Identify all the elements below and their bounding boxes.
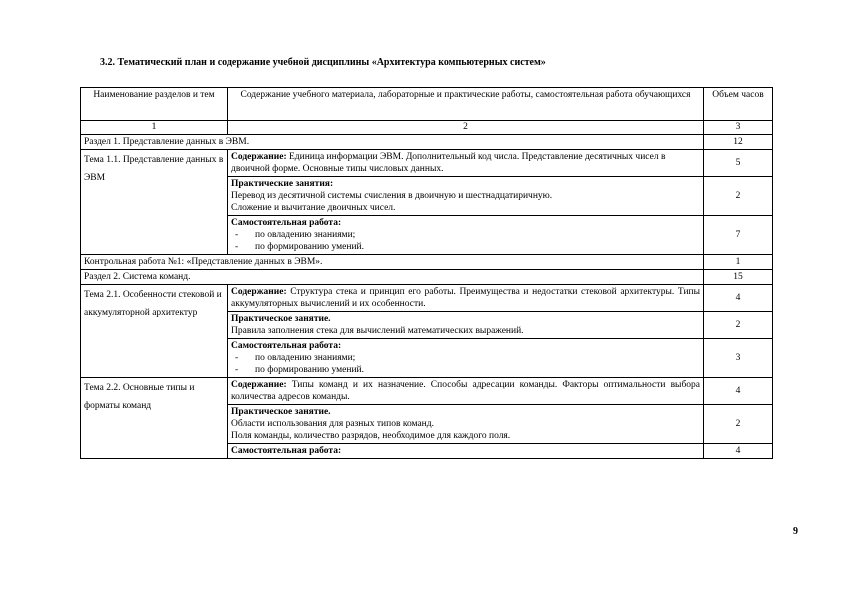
section-row — [81, 270, 773, 285]
column-number: 3 — [704, 121, 773, 135]
practice-label: Практическое занятие. — [231, 407, 331, 417]
self-work-cell — [228, 339, 704, 378]
self-work-hours: 7 — [704, 216, 773, 255]
topic-name: Тема 2.2. Основные типы и форматы команд — [81, 378, 228, 459]
content-hours: 5 — [704, 150, 773, 177]
self-work-label: Самостоятельная работа: — [231, 218, 342, 228]
list-item-text: по формированию умений. — [255, 242, 365, 252]
bullet-dash: - — [235, 242, 239, 252]
practice-label: Практическое занятие. — [231, 314, 331, 324]
thematic-plan-table — [80, 87, 773, 459]
bullet-dash: - — [235, 353, 239, 363]
topic-row — [81, 378, 773, 405]
topic-name: Тема 1.1. Представление данных в ЭВМ — [81, 150, 228, 255]
bullet-dash: - — [235, 365, 239, 375]
list-item — [231, 352, 700, 364]
column-number: 2 — [228, 121, 704, 135]
section-hours: 15 — [704, 270, 773, 285]
practice-cell — [228, 405, 704, 444]
header-topics: Наименование разделов и тем — [81, 88, 228, 121]
list-item — [231, 241, 700, 253]
section-row — [81, 135, 773, 150]
practice-line: Перевод из десятичной системы счисления в двоичную и шестнадцатиричную. — [231, 191, 553, 201]
content-label: Содержание: — [231, 152, 287, 162]
bullet-dash: - — [235, 230, 239, 240]
topic-row — [81, 285, 773, 312]
header-content: Содержание учебного материала, лабораторные и практические работы, самостоятельная работа обучающихся — [228, 88, 704, 121]
content-label: Содержание: — [231, 287, 287, 297]
list-item-text: по овладению знаниями; — [255, 353, 356, 363]
practice-line: Поля команды, количество разрядов, необходимое для каждого поля. — [231, 431, 511, 441]
page-number: 9 — [793, 526, 798, 537]
control-work-title: Контрольная работа №1: «Представление данных в ЭВМ». — [81, 255, 704, 270]
content-text: Типы команд и их назначение. Способы адресации команды. Факторы оптимальности выбора количества адресов команды. — [231, 380, 700, 402]
content-cell — [228, 285, 704, 312]
list-item — [231, 364, 700, 376]
content-text: Единица информации ЭВМ. Дополнительный код числа. Представление десятичных чисел в двоичной форме. Основные типы числовых данных. — [231, 152, 666, 174]
self-work-label: Самостоятельная работа: — [231, 446, 342, 456]
content-hours: 4 — [704, 285, 773, 312]
column-number-row — [81, 121, 773, 135]
page-title: 3.2. Тематический план и содержание учебной дисциплины «Архитектура компьютерных систем» — [100, 57, 546, 68]
content-label: Содержание: — [231, 380, 287, 390]
list-item — [231, 229, 700, 241]
self-work-label: Самостоятельная работа: — [231, 341, 342, 351]
practice-hours: 2 — [704, 405, 773, 444]
content-cell — [228, 378, 704, 405]
content-cell — [228, 150, 704, 177]
practice-line: Правила заполнения стека для вычислений математических выражений. — [231, 326, 524, 336]
content-text: Структура стека и принцип его работы. Преимущества и недостатки стековой архитектуры. Типы аккумуляторных вычислений и их особенности. — [231, 287, 700, 309]
topic-name: Тема 2.1. Особенности стековой и аккумуляторной архитектур — [81, 285, 228, 378]
self-work-hours: 4 — [704, 444, 773, 459]
practice-cell — [228, 177, 704, 216]
control-work-row — [81, 255, 773, 270]
section-hours: 12 — [704, 135, 773, 150]
table-header-row — [81, 88, 773, 121]
practice-line: Области использования для разных типов команд. — [231, 419, 434, 429]
content-hours: 4 — [704, 378, 773, 405]
section-title: Раздел 1. Представление данных в ЭВМ. — [81, 135, 704, 150]
header-hours: Объем часов — [704, 88, 773, 121]
practice-label: Практические занятия: — [231, 179, 334, 189]
self-work-cell — [228, 444, 704, 459]
column-number: 1 — [81, 121, 228, 135]
self-work-hours: 3 — [704, 339, 773, 378]
practice-cell — [228, 312, 704, 339]
self-work-cell — [228, 216, 704, 255]
practice-line: Сложение и вычитание двоичных чисел. — [231, 203, 396, 213]
practice-hours: 2 — [704, 312, 773, 339]
list-item-text: по овладению знаниями; — [255, 230, 356, 240]
control-work-hours: 1 — [704, 255, 773, 270]
topic-row — [81, 150, 773, 177]
list-item-text: по формированию умений. — [255, 365, 365, 375]
section-title: Раздел 2. Система команд. — [81, 270, 704, 285]
practice-hours: 2 — [704, 177, 773, 216]
